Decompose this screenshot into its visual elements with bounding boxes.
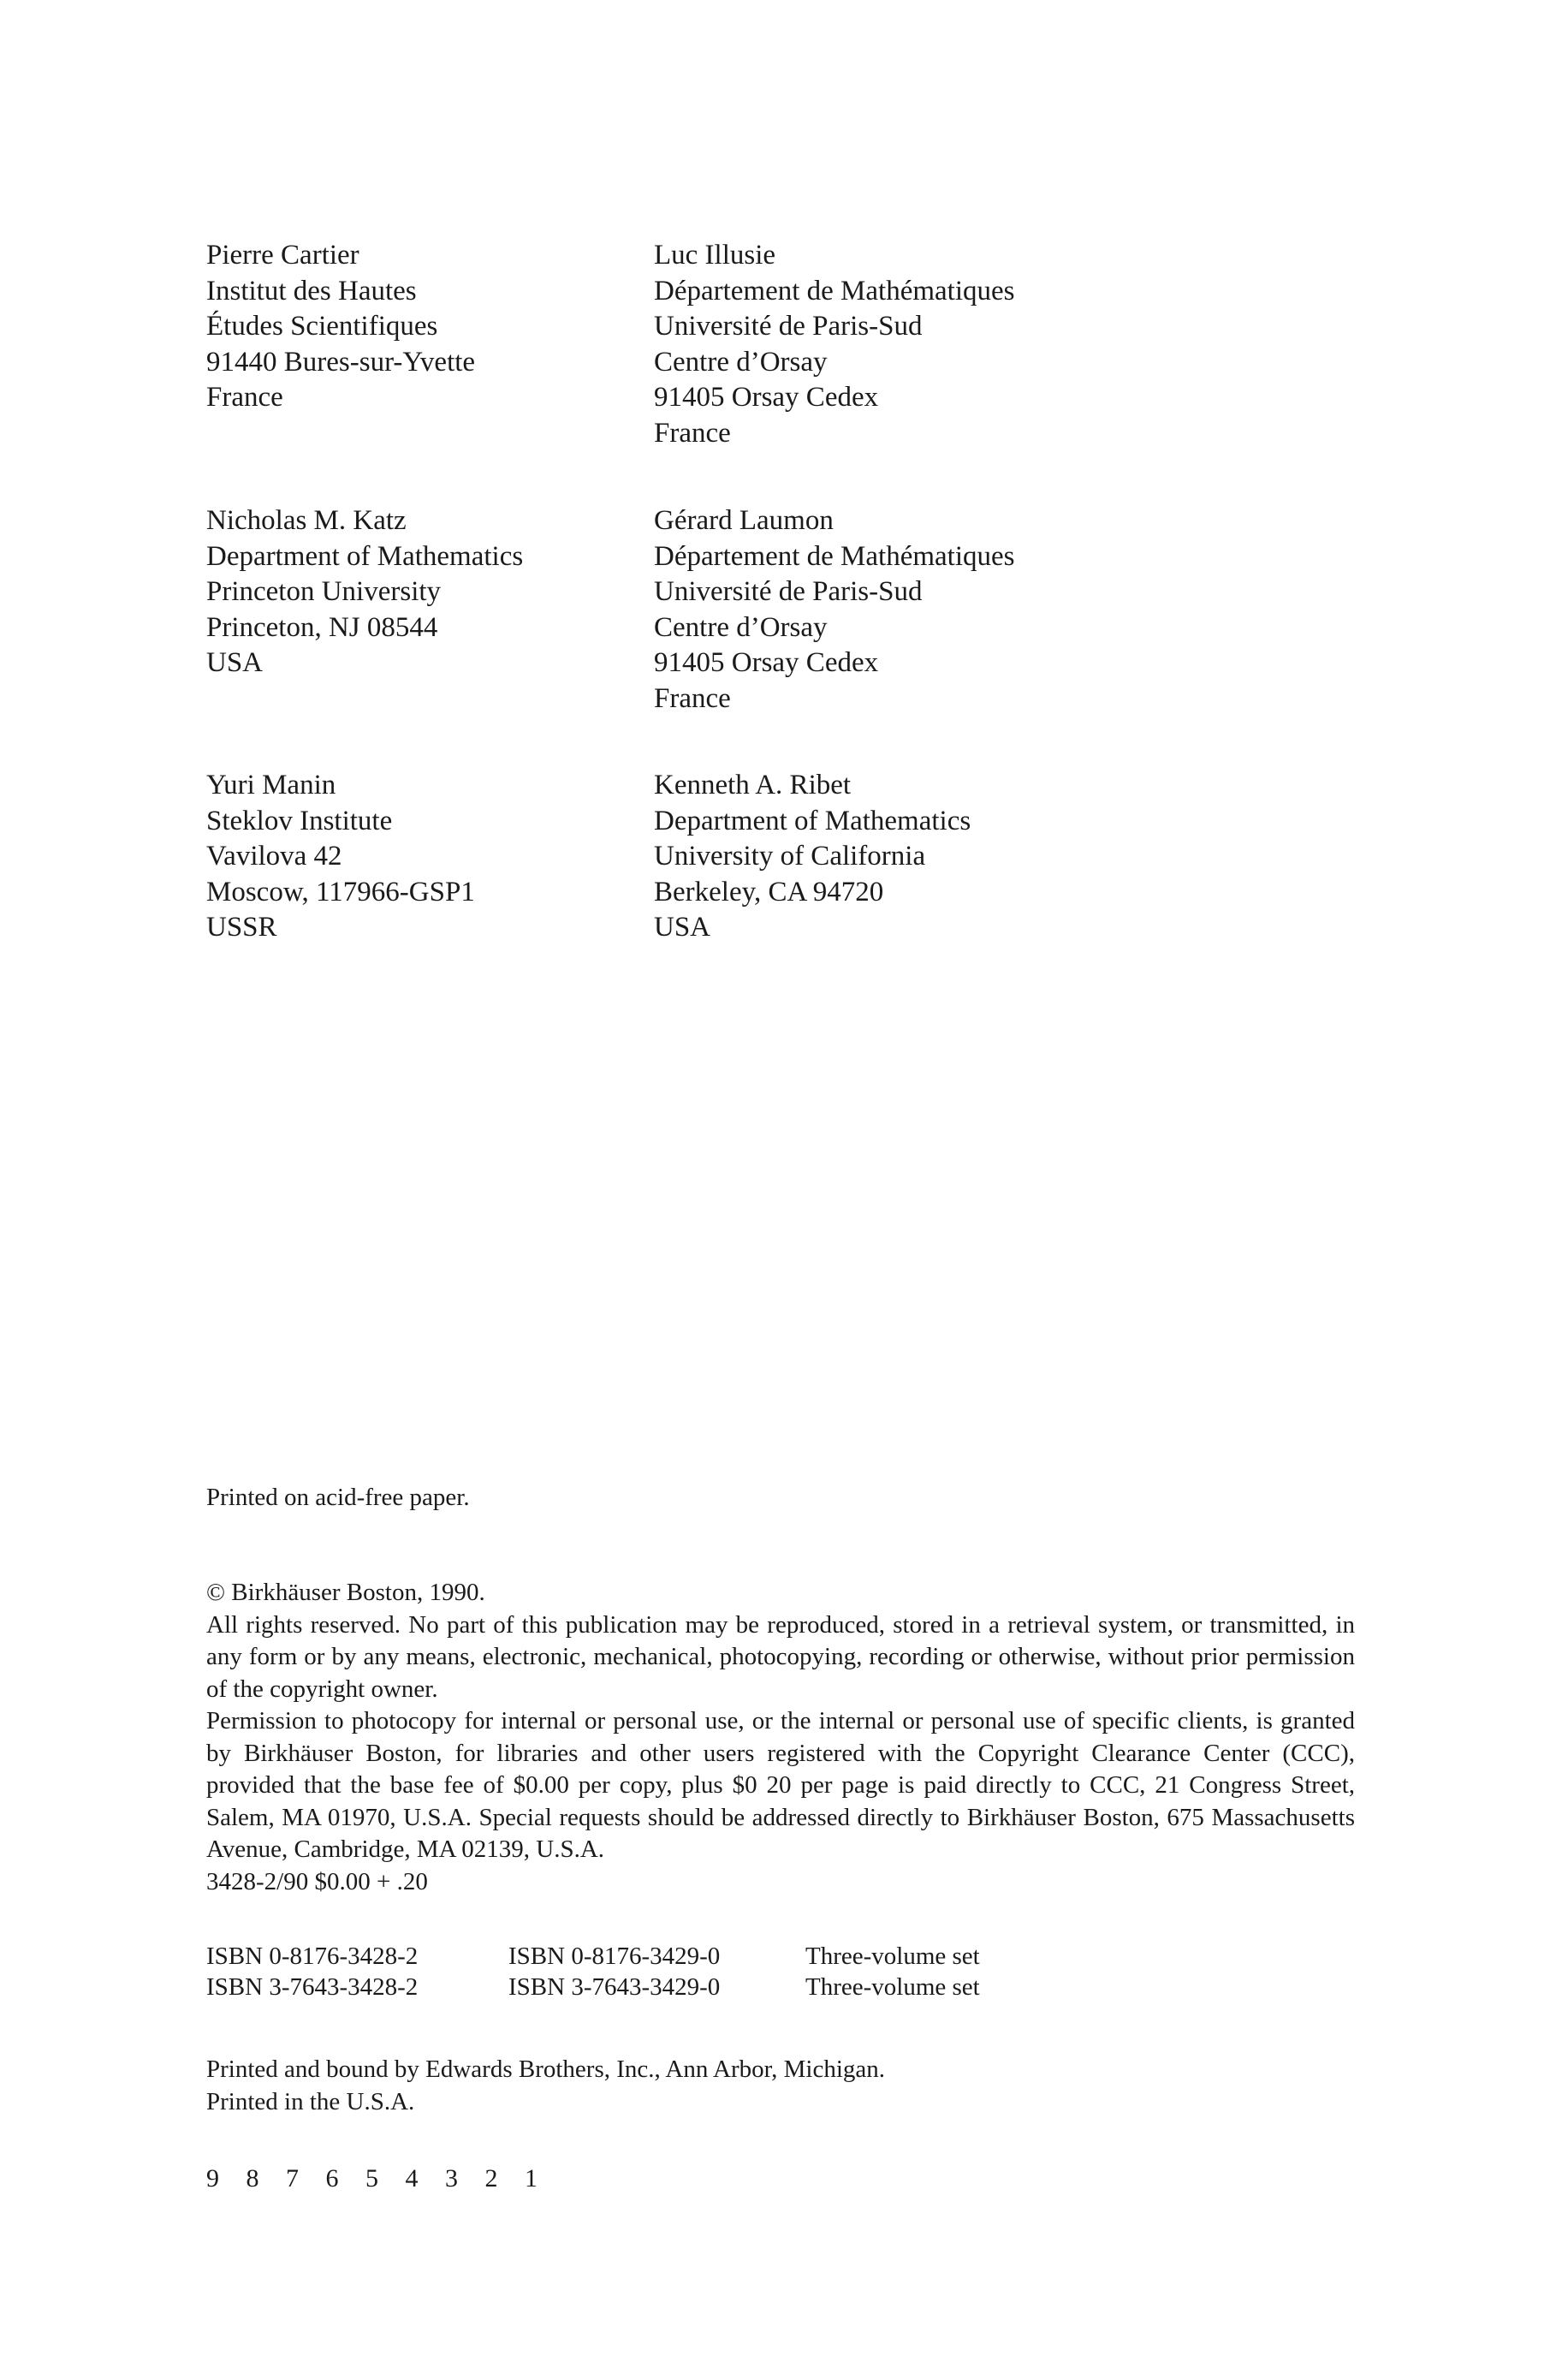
address-line: Vavilova 42 [206,841,342,872]
address-line: Department of Mathematics [206,540,524,572]
address-line: Moscow, 117966-GSP1 [206,876,475,907]
print-run-number-line: 9 8 7 6 5 4 3 2 1 [206,2164,548,2192]
address-line: Université de Paris-Sud [654,576,923,607]
legal-notice [206,1577,1355,1898]
address-line: Département de Mathématiques [654,540,1015,572]
address-line: 91405 Orsay Cedex [654,647,879,678]
address-line: Centre d’Orsay [654,346,828,378]
address-katz [206,503,523,681]
address-cartier [206,238,475,416]
address-line: Berkeley, CA 94720 [654,876,884,907]
address-line: France [206,382,283,413]
address-manin [206,768,475,946]
address-line: Department of Mathematics [654,805,971,836]
isbn-set-label: Three-volume set [805,1973,980,2001]
acid-free-paper-note: Printed on acid-free paper. [206,1484,470,1511]
address-line: Institut des Hautes [206,275,417,306]
address-line: 91405 Orsay Cedex [654,382,879,413]
copyright-line: © Birkhäuser Boston, 1990. [206,1579,485,1606]
printed-in-line: Printed in the U.S.A. [206,2088,415,2115]
printer-line: Printed and bound by Edwards Brothers, Inc., Ann Arbor, Michigan. [206,2056,885,2083]
address-line: 91440 Bures-sur-Yvette [206,346,476,378]
address-ribet [654,768,971,946]
isbn-set: ISBN 0-8176-3429-0 [508,1943,721,1970]
address-line: Études Scientifiques [206,311,438,342]
address-line: Princeton, NJ 08544 [206,611,438,643]
address-illusie [654,238,1015,451]
address-line: Département de Mathématiques [654,275,1015,306]
address-line: Princeton University [206,576,442,607]
address-line: Gérard Laumon [654,505,834,536]
address-line: Kenneth A. Ribet [654,770,852,800]
address-line: USSR [206,912,277,943]
isbn-volume: ISBN 0-8176-3428-2 [206,1943,419,1970]
isbn-set: ISBN 3-7643-3429-0 [508,1973,721,2001]
address-line: USA [206,647,264,678]
address-line: Université de Paris-Sud [654,311,923,342]
address-line: Nicholas M. Katz [206,505,407,536]
address-line: Centre d’Orsay [654,611,828,643]
isbn-set-label: Three-volume set [805,1943,980,1970]
permission-paragraph: Permission to photocopy for internal or personal use, or the internal or personal use of specific clients, is granted by Birkhäuser Boston, for libraries and other users registered with the Copyright Clearance Center (CCC), provided that the base fee of $0.00 per copy, plus $0 20 per page is paid directly to CCC, 21 Congress Street, Salem, MA 01970, U.S.A. Special requests should be addressed directly to Birkhäuser Boston, 675 Massachusetts Avenue, Cambridge, MA 02139, U.S.A. [206,1707,1355,1863]
address-line: Yuri Manin [206,770,336,800]
printing-info [206,2053,885,2118]
address-line: Pierre Cartier [206,240,359,271]
isbn-volume: ISBN 3-7643-3428-2 [206,1973,419,2001]
address-laumon [654,503,1015,717]
address-line: USA [654,912,711,943]
fee-code: 3428-2/90 $0.00 + .20 [206,1867,428,1895]
address-line: Steklov Institute [206,805,393,836]
rights-paragraph: All rights reserved. No part of this publication may be reproduced, stored in a retrieval system, or transmitted, in any form or by any means, electronic, mechanical, photocopying, recording or otherwise, without prior permission of the copyright owner. [206,1610,1355,1703]
address-line: France [654,417,731,449]
address-line: Luc Illusie [654,240,776,271]
address-line: University of California [654,841,926,872]
address-line: France [654,682,731,714]
